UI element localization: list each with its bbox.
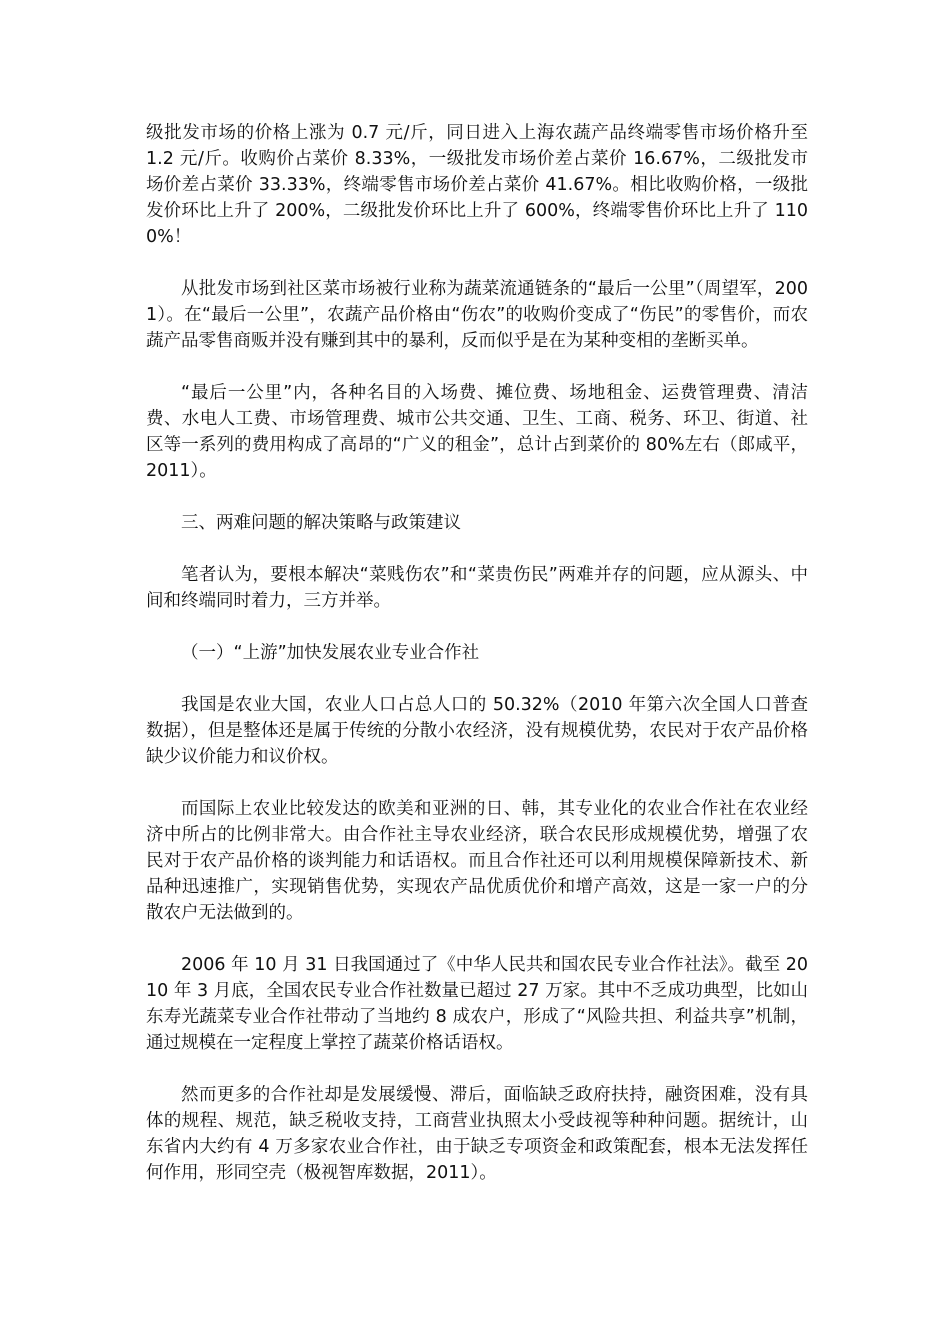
document-page: [146, 120, 808, 1212]
paragraph-agri-country: 我国是农业大国，农业人口占总人口的 50.32%（2010 年第六次全国人口普查数据），但是整体还是属于传统的分散小农经济，没有规模优势，农民对于农产品价格缺少议价能力和议价权。: [146, 695, 808, 767]
paragraph-last-mile: 从批发市场到社区菜市场被行业称为蔬菜流通链条的“最后一公里”（周望军，2001）。在“最后一公里”，农蔬产品价格由“伤农”的收购价变成了“伤民”的零售价，而农蔬产品零售商贩并没有赚到其中的暴利，反而似乎是在为某种变相的垄断买单。: [146, 279, 808, 351]
subsection-heading-upstream: （一）“上游”加快发展农业专业合作社: [181, 643, 480, 663]
paragraph-problems: 然而更多的合作社却是发展缓慢、滞后，面临缺乏政府扶持，融资困难，没有具体的规程、规范，缺乏税收支持，工商营业执照太小受歧视等种种问题。据统计，山东省内大约有 4 万多家农业合作社，由于缺乏专项资金和政策配套，根本无法发挥任何作用，形同空壳（极视智库数据，2011）。: [146, 1085, 808, 1183]
section-heading-three: 三、两难问题的解决策略与政策建议: [181, 513, 461, 533]
paragraph-international: 而国际上农业比较发达的欧美和亚洲的日、韩，其专业化的农业合作社在农业经济中所占的比例非常大。由合作社主导农业经济，联合农民形成规模优势，增强了农民对于农产品价格的谈判能力和话语权。而且合作社还可以利用规模保障新技术、新品种迅速推广，实现销售优势，实现农产品优质优价和增产高效，这是一家一户的分散农户无法做到的。: [146, 799, 808, 923]
paragraph-author-view: 笔者认为，要根本解决“菜贱伤农”和“菜贵伤民”两难并存的问题，应从源头、中间和终端同时着力，三方并举。: [146, 565, 808, 611]
paragraph-price-chain: 级批发市场的价格上涨为 0.7 元/斤，同日进入上海农蔬产品终端零售市场价格升至 1.2 元/斤。收购价占菜价 8.33%，一级批发市场价差占菜价 16.67%，二级批发市场价差占菜价 33.33%，终端零售市场价差占菜价 41.67%。相比收购价格，一级批发价环比上升了 200%，二级批发价环比上升了 600%，终端零售价环比上升了 1100%！: [146, 123, 808, 247]
paragraph-cooperative-law: 2006 年 10 月 31 日我国通过了《中华人民共和国农民专业合作社法》。截至 2010 年 3 月底，全国农民专业合作社数量已超过 27 万家。其中不乏成功典型，比如山东寿光蔬菜专业合作社带动了当地约 8 成农户，形成了“风险共担、利益共享”机制，通过规模在一定程度上掌控了蔬菜价格话语权。: [146, 955, 808, 1053]
paragraph-fees: “最后一公里”内，各种名目的入场费、摊位费、场地租金、运费管理费、清洁费、水电人工费、市场管理费、城市公共交通、卫生、工商、税务、环卫、街道、社区等一系列的费用构成了高昂的“广义的租金”，总计占到菜价的 80%左右（郎咸平，2011）。: [146, 383, 808, 481]
